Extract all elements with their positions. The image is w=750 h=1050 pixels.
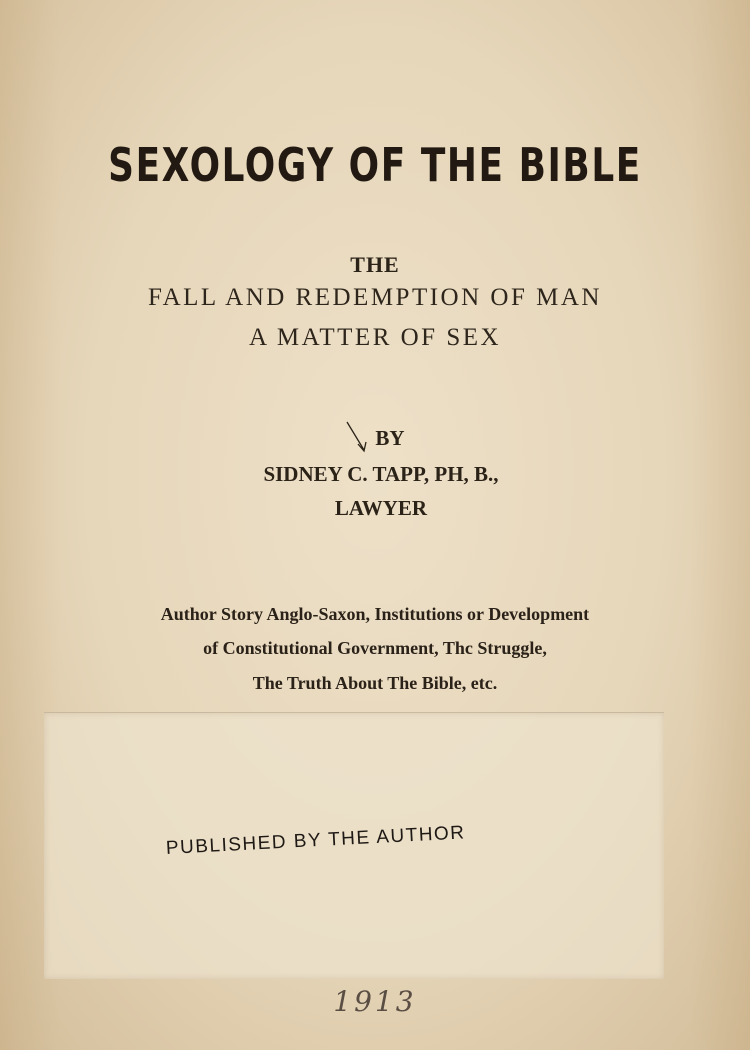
subtitle-the: THE — [350, 252, 400, 277]
other-works-line-1: Author Story Anglo-Saxon, Institutions or Development — [160, 604, 590, 624]
handwritten-year: 1913 — [333, 985, 417, 1018]
subtitle-matter-of-sex: A MATTER OF SEX — [248, 324, 502, 351]
other-works-line-3: The Truth About The Bible, etc. — [252, 673, 498, 693]
author-profession: LAWYER — [334, 496, 428, 520]
author-name: SIDNEY C. TAPP, PH, B., — [263, 462, 499, 486]
published-by-label: PUBLISHED BY THE AUTHOR — [165, 822, 466, 859]
byline-by: BY — [375, 426, 405, 450]
subtitle-fall-and-redemption: FALL AND REDEMPTION OF MAN — [148, 284, 602, 311]
book-title: SEXOLOGY OF THE BIBLE — [108, 138, 642, 192]
other-works-line-2: of Constitutional Government, Thc Struggle, — [203, 638, 547, 658]
